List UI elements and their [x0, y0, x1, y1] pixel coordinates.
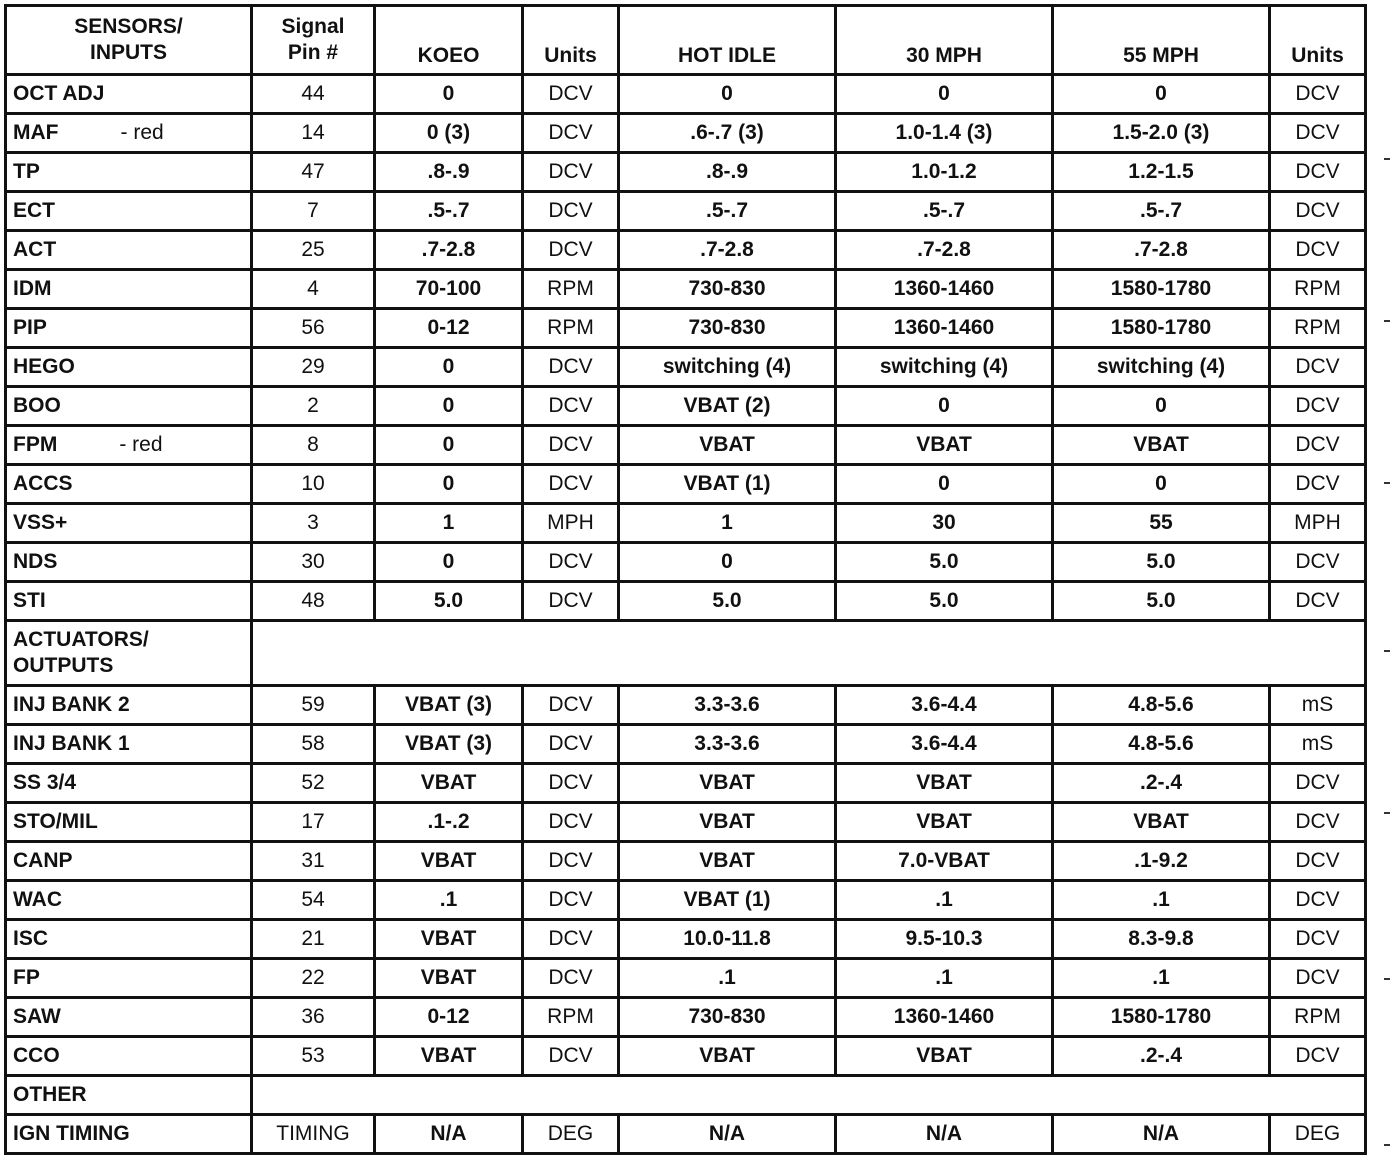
cell-units2: RPM [1270, 309, 1366, 348]
cell-units1: RPM [523, 270, 619, 309]
cell-mph55: 0 [1053, 75, 1270, 114]
row-name-cell [6, 465, 252, 504]
row-name-cell [6, 153, 252, 192]
cell-hot-idle: VBAT [619, 764, 836, 803]
cell-pin: 21 [252, 920, 375, 959]
cell-units2: mS [1270, 686, 1366, 725]
cell-mph30: 5.0 [836, 543, 1053, 582]
cell-pin: 59 [252, 686, 375, 725]
row-name: ACCS [13, 472, 73, 495]
cell-hot-idle: VBAT [619, 803, 836, 842]
cell-units2: DEG [1270, 1115, 1366, 1154]
table-row [6, 803, 1366, 842]
cell-koeo: 0-12 [375, 998, 523, 1037]
cell-units1: DCV [523, 920, 619, 959]
cell-units2: DCV [1270, 387, 1366, 426]
cell-units1: DCV [523, 764, 619, 803]
cell-units2: DCV [1270, 114, 1366, 153]
header-hot-idle: HOT IDLE [619, 6, 836, 75]
margin-tick [1384, 650, 1390, 652]
cell-hot-idle: .8-.9 [619, 153, 836, 192]
sensor-values-table [4, 4, 1367, 1155]
cell-units1: DCV [523, 426, 619, 465]
cell-units2: DCV [1270, 465, 1366, 504]
cell-units1: MPH [523, 504, 619, 543]
table-body [6, 75, 1366, 1154]
cell-units1: RPM [523, 998, 619, 1037]
cell-pin: 48 [252, 582, 375, 621]
actuators-label-line2: OUTPUTS [13, 654, 114, 677]
cell-mph30: .1 [836, 959, 1053, 998]
table-row [6, 465, 1366, 504]
row-name-cell [6, 387, 252, 426]
row-name: TP [13, 160, 40, 183]
cell-pin: 58 [252, 725, 375, 764]
cell-hot-idle: .7-2.8 [619, 231, 836, 270]
cell-units1: DCV [523, 543, 619, 582]
cell-hot-idle: .5-.7 [619, 192, 836, 231]
cell-mph30: VBAT [836, 803, 1053, 842]
cell-units1: DCV [523, 686, 619, 725]
table-row [6, 153, 1366, 192]
cell-koeo: 1 [375, 504, 523, 543]
cell-mph55: 4.8-5.6 [1053, 686, 1270, 725]
table-row [6, 270, 1366, 309]
cell-pin: 8 [252, 426, 375, 465]
row-name-suffix: - red [119, 433, 163, 456]
cell-units2: DCV [1270, 764, 1366, 803]
cell-koeo: N/A [375, 1115, 523, 1154]
cell-mph30: 0 [836, 387, 1053, 426]
cell-mph30: 7.0-VBAT [836, 842, 1053, 881]
cell-mph30: 5.0 [836, 582, 1053, 621]
row-name-cell [6, 881, 252, 920]
cell-mph30: VBAT [836, 426, 1053, 465]
table-row [6, 309, 1366, 348]
row-name: ECT [13, 199, 55, 222]
cell-mph30: .1 [836, 881, 1053, 920]
cell-units2: DCV [1270, 348, 1366, 387]
cell-mph55: 1580-1780 [1053, 998, 1270, 1037]
cell-units1: DCV [523, 114, 619, 153]
cell-pin: 7 [252, 192, 375, 231]
cell-mph30: VBAT [836, 1037, 1053, 1076]
row-name: VSS+ [13, 511, 68, 534]
cell-units1: DCV [523, 725, 619, 764]
cell-hot-idle: .6-.7 (3) [619, 114, 836, 153]
cell-koeo: .8-.9 [375, 153, 523, 192]
cell-mph55: .7-2.8 [1053, 231, 1270, 270]
cell-pin: 25 [252, 231, 375, 270]
cell-mph55: .1 [1053, 959, 1270, 998]
cell-units2: DCV [1270, 75, 1366, 114]
row-name: PIP [13, 316, 47, 339]
margin-tick [1384, 158, 1390, 160]
other-section-label: OTHER [6, 1076, 252, 1115]
cell-mph30: 3.6-4.4 [836, 725, 1053, 764]
cell-mph55: .1 [1053, 881, 1270, 920]
cell-units1: RPM [523, 309, 619, 348]
cell-pin: 30 [252, 543, 375, 582]
row-name: IGN TIMING [13, 1122, 130, 1145]
table-row [6, 764, 1366, 803]
cell-mph55: VBAT [1053, 803, 1270, 842]
cell-units1: DCV [523, 959, 619, 998]
row-name: INJ BANK 2 [13, 693, 130, 716]
cell-units2: DCV [1270, 426, 1366, 465]
table-row [6, 387, 1366, 426]
cell-koeo: 0-12 [375, 309, 523, 348]
table-row [6, 1037, 1366, 1076]
header-koeo: KOEO [375, 6, 523, 75]
table-row [6, 348, 1366, 387]
cell-koeo: 0 [375, 426, 523, 465]
header-units-2: Units [1270, 6, 1366, 75]
header-sensors-line2: INPUTS [89, 41, 167, 64]
row-name: CCO [13, 1044, 60, 1067]
cell-units2: DCV [1270, 582, 1366, 621]
cell-hot-idle: 10.0-11.8 [619, 920, 836, 959]
cell-mph30: N/A [836, 1115, 1053, 1154]
actuators-label-line1: ACTUATORS/ [13, 628, 149, 651]
header-pin-line2: Pin # [287, 41, 339, 64]
row-name-cell [6, 959, 252, 998]
row-name-cell [6, 270, 252, 309]
cell-pin: 4 [252, 270, 375, 309]
cell-mph55: N/A [1053, 1115, 1270, 1154]
cell-mph55: .1-9.2 [1053, 842, 1270, 881]
cell-units1: DCV [523, 387, 619, 426]
header-signal-pin [252, 6, 375, 75]
cell-pin: 53 [252, 1037, 375, 1076]
row-name-cell [6, 725, 252, 764]
table-row [6, 114, 1366, 153]
table-row [6, 582, 1366, 621]
cell-koeo: 70-100 [375, 270, 523, 309]
row-name-cell [6, 1115, 252, 1154]
table-row [6, 686, 1366, 725]
cell-mph55: 4.8-5.6 [1053, 725, 1270, 764]
cell-units2: DCV [1270, 803, 1366, 842]
cell-mph30: 1.0-1.4 (3) [836, 114, 1053, 153]
cell-mph30: .7-2.8 [836, 231, 1053, 270]
cell-mph55: 1580-1780 [1053, 309, 1270, 348]
cell-units1: DCV [523, 582, 619, 621]
cell-units2: DCV [1270, 842, 1366, 881]
cell-units2: DCV [1270, 192, 1366, 231]
actuators-section-label [6, 621, 252, 686]
cell-koeo: VBAT [375, 1037, 523, 1076]
cell-mph55: .5-.7 [1053, 192, 1270, 231]
cell-mph55: 55 [1053, 504, 1270, 543]
row-name-suffix: - red [120, 121, 164, 144]
header-pin-line1: Signal [281, 15, 345, 38]
row-name-cell [6, 920, 252, 959]
cell-pin: 56 [252, 309, 375, 348]
row-name: SAW [13, 1005, 61, 1028]
cell-hot-idle: .1 [619, 959, 836, 998]
cell-units1: DCV [523, 75, 619, 114]
cell-pin: 22 [252, 959, 375, 998]
cell-hot-idle: VBAT [619, 842, 836, 881]
row-name-cell [6, 75, 252, 114]
other-section-blank [252, 1076, 1366, 1115]
cell-units1: DEG [523, 1115, 619, 1154]
cell-hot-idle: VBAT (1) [619, 465, 836, 504]
cell-hot-idle: VBAT (2) [619, 387, 836, 426]
cell-pin: 36 [252, 998, 375, 1037]
cell-koeo: VBAT (3) [375, 725, 523, 764]
cell-koeo: .7-2.8 [375, 231, 523, 270]
cell-mph55: 0 [1053, 465, 1270, 504]
row-name: MAF [13, 121, 59, 144]
margin-tick [1384, 482, 1390, 484]
cell-hot-idle: 730-830 [619, 270, 836, 309]
cell-koeo: 0 (3) [375, 114, 523, 153]
cell-mph55: 8.3-9.8 [1053, 920, 1270, 959]
header-30-mph: 30 MPH [836, 6, 1053, 75]
cell-koeo: VBAT [375, 959, 523, 998]
table-row [6, 426, 1366, 465]
cell-hot-idle: 730-830 [619, 309, 836, 348]
header-sensors-line1: SENSORS/ [74, 15, 183, 38]
cell-mph30: 30 [836, 504, 1053, 543]
cell-koeo: 0 [375, 348, 523, 387]
actuators-section-row [6, 621, 1366, 686]
table-row [6, 725, 1366, 764]
cell-koeo: .1-.2 [375, 803, 523, 842]
row-name: WAC [13, 888, 62, 911]
cell-koeo: 0 [375, 75, 523, 114]
cell-hot-idle: 730-830 [619, 998, 836, 1037]
cell-koeo: VBAT [375, 920, 523, 959]
margin-tick [1384, 1144, 1390, 1146]
table-row [6, 842, 1366, 881]
cell-mph30: 1360-1460 [836, 309, 1053, 348]
row-name-cell [6, 582, 252, 621]
row-name-cell [6, 842, 252, 881]
cell-units2: DCV [1270, 543, 1366, 582]
header-55-mph: 55 MPH [1053, 6, 1270, 75]
cell-mph55: 1580-1780 [1053, 270, 1270, 309]
cell-hot-idle: 3.3-3.6 [619, 725, 836, 764]
cell-mph55: 5.0 [1053, 543, 1270, 582]
table-row [6, 543, 1366, 582]
cell-units1: DCV [523, 465, 619, 504]
row-name: BOO [13, 394, 61, 417]
cell-units2: MPH [1270, 504, 1366, 543]
cell-koeo: 0 [375, 465, 523, 504]
cell-units2: DCV [1270, 153, 1366, 192]
margin-tick [1384, 978, 1390, 980]
cell-koeo: VBAT (3) [375, 686, 523, 725]
cell-units1: DCV [523, 803, 619, 842]
row-name-cell [6, 543, 252, 582]
table-row [6, 192, 1366, 231]
cell-units1: DCV [523, 881, 619, 920]
row-name-cell [6, 192, 252, 231]
table-row [6, 998, 1366, 1037]
cell-pin: 44 [252, 75, 375, 114]
cell-mph30: 1360-1460 [836, 998, 1053, 1037]
cell-koeo: VBAT [375, 842, 523, 881]
row-name: CANP [13, 849, 73, 872]
cell-units2: RPM [1270, 270, 1366, 309]
cell-hot-idle: 0 [619, 543, 836, 582]
row-name: ACT [13, 238, 57, 261]
cell-pin: 14 [252, 114, 375, 153]
margin-tick [1384, 812, 1390, 814]
row-name-cell [6, 686, 252, 725]
cell-mph30: 1.0-1.2 [836, 153, 1053, 192]
cell-hot-idle: 3.3-3.6 [619, 686, 836, 725]
cell-mph30: .5-.7 [836, 192, 1053, 231]
header-sensors-inputs [6, 6, 252, 75]
row-name-cell [6, 504, 252, 543]
cell-hot-idle: N/A [619, 1115, 836, 1154]
row-name: ISC [13, 927, 49, 950]
table-row [6, 959, 1366, 998]
header-row [6, 6, 1366, 75]
cell-hot-idle: VBAT [619, 1037, 836, 1076]
cell-koeo: .5-.7 [375, 192, 523, 231]
cell-pin: 10 [252, 465, 375, 504]
table-row [6, 75, 1366, 114]
cell-pin: 54 [252, 881, 375, 920]
cell-mph30: VBAT [836, 764, 1053, 803]
cell-units2: RPM [1270, 998, 1366, 1037]
cell-hot-idle: 1 [619, 504, 836, 543]
cell-hot-idle: switching (4) [619, 348, 836, 387]
cell-units1: DCV [523, 192, 619, 231]
cell-pin: TIMING [252, 1115, 375, 1154]
cell-pin: 47 [252, 153, 375, 192]
cell-mph55: 5.0 [1053, 582, 1270, 621]
cell-units2: DCV [1270, 1037, 1366, 1076]
cell-units1: DCV [523, 153, 619, 192]
cell-hot-idle: 5.0 [619, 582, 836, 621]
cell-mph55: 0 [1053, 387, 1270, 426]
cell-mph30: 9.5-10.3 [836, 920, 1053, 959]
row-name: INJ BANK 1 [13, 732, 130, 755]
row-name-cell [6, 309, 252, 348]
row-name-cell [6, 426, 252, 465]
cell-units2: DCV [1270, 920, 1366, 959]
header-units: Units [523, 6, 619, 75]
cell-koeo: 5.0 [375, 582, 523, 621]
row-name-cell [6, 231, 252, 270]
table-row [6, 881, 1366, 920]
row-name: NDS [13, 550, 58, 573]
cell-units2: DCV [1270, 959, 1366, 998]
table-row [6, 504, 1366, 543]
cell-hot-idle: VBAT (1) [619, 881, 836, 920]
cell-pin: 3 [252, 504, 375, 543]
cell-pin: 17 [252, 803, 375, 842]
cell-units2: mS [1270, 725, 1366, 764]
cell-hot-idle: VBAT [619, 426, 836, 465]
table-row [6, 231, 1366, 270]
cell-mph55: switching (4) [1053, 348, 1270, 387]
cell-pin: 29 [252, 348, 375, 387]
cell-mph30: 0 [836, 465, 1053, 504]
row-name-cell [6, 1037, 252, 1076]
cell-mph55: 1.2-1.5 [1053, 153, 1270, 192]
cell-pin: 31 [252, 842, 375, 881]
cell-mph30: 1360-1460 [836, 270, 1053, 309]
row-name-cell [6, 114, 252, 153]
actuators-section-blank [252, 621, 1366, 686]
cell-koeo: 0 [375, 387, 523, 426]
margin-tick [1384, 320, 1390, 322]
cell-mph30: 3.6-4.4 [836, 686, 1053, 725]
cell-units2: DCV [1270, 881, 1366, 920]
row-name: OCT ADJ [13, 82, 105, 105]
cell-units1: DCV [523, 1037, 619, 1076]
row-name: FP [13, 966, 40, 989]
cell-koeo: 0 [375, 543, 523, 582]
cell-koeo: VBAT [375, 764, 523, 803]
cell-units2: DCV [1270, 231, 1366, 270]
row-name: IDM [13, 277, 52, 300]
row-name-cell [6, 803, 252, 842]
cell-pin: 2 [252, 387, 375, 426]
row-name: HEGO [13, 355, 75, 378]
cell-hot-idle: 0 [619, 75, 836, 114]
row-name-cell [6, 348, 252, 387]
cell-mph30: 0 [836, 75, 1053, 114]
cell-koeo: .1 [375, 881, 523, 920]
cell-pin: 52 [252, 764, 375, 803]
cell-units1: DCV [523, 348, 619, 387]
cell-mph55: .2-.4 [1053, 1037, 1270, 1076]
row-name: STO/MIL [13, 810, 98, 833]
row-name: SS 3/4 [13, 771, 77, 794]
table-row [6, 1115, 1366, 1154]
row-name-cell [6, 764, 252, 803]
row-name-cell [6, 998, 252, 1037]
cell-mph30: switching (4) [836, 348, 1053, 387]
row-name: FPM [13, 433, 58, 456]
cell-mph55: 1.5-2.0 (3) [1053, 114, 1270, 153]
cell-units1: DCV [523, 842, 619, 881]
table-row [6, 920, 1366, 959]
cell-mph55: VBAT [1053, 426, 1270, 465]
cell-mph55: .2-.4 [1053, 764, 1270, 803]
cell-units1: DCV [523, 231, 619, 270]
other-section-row [6, 1076, 1366, 1115]
row-name: STI [13, 589, 46, 612]
